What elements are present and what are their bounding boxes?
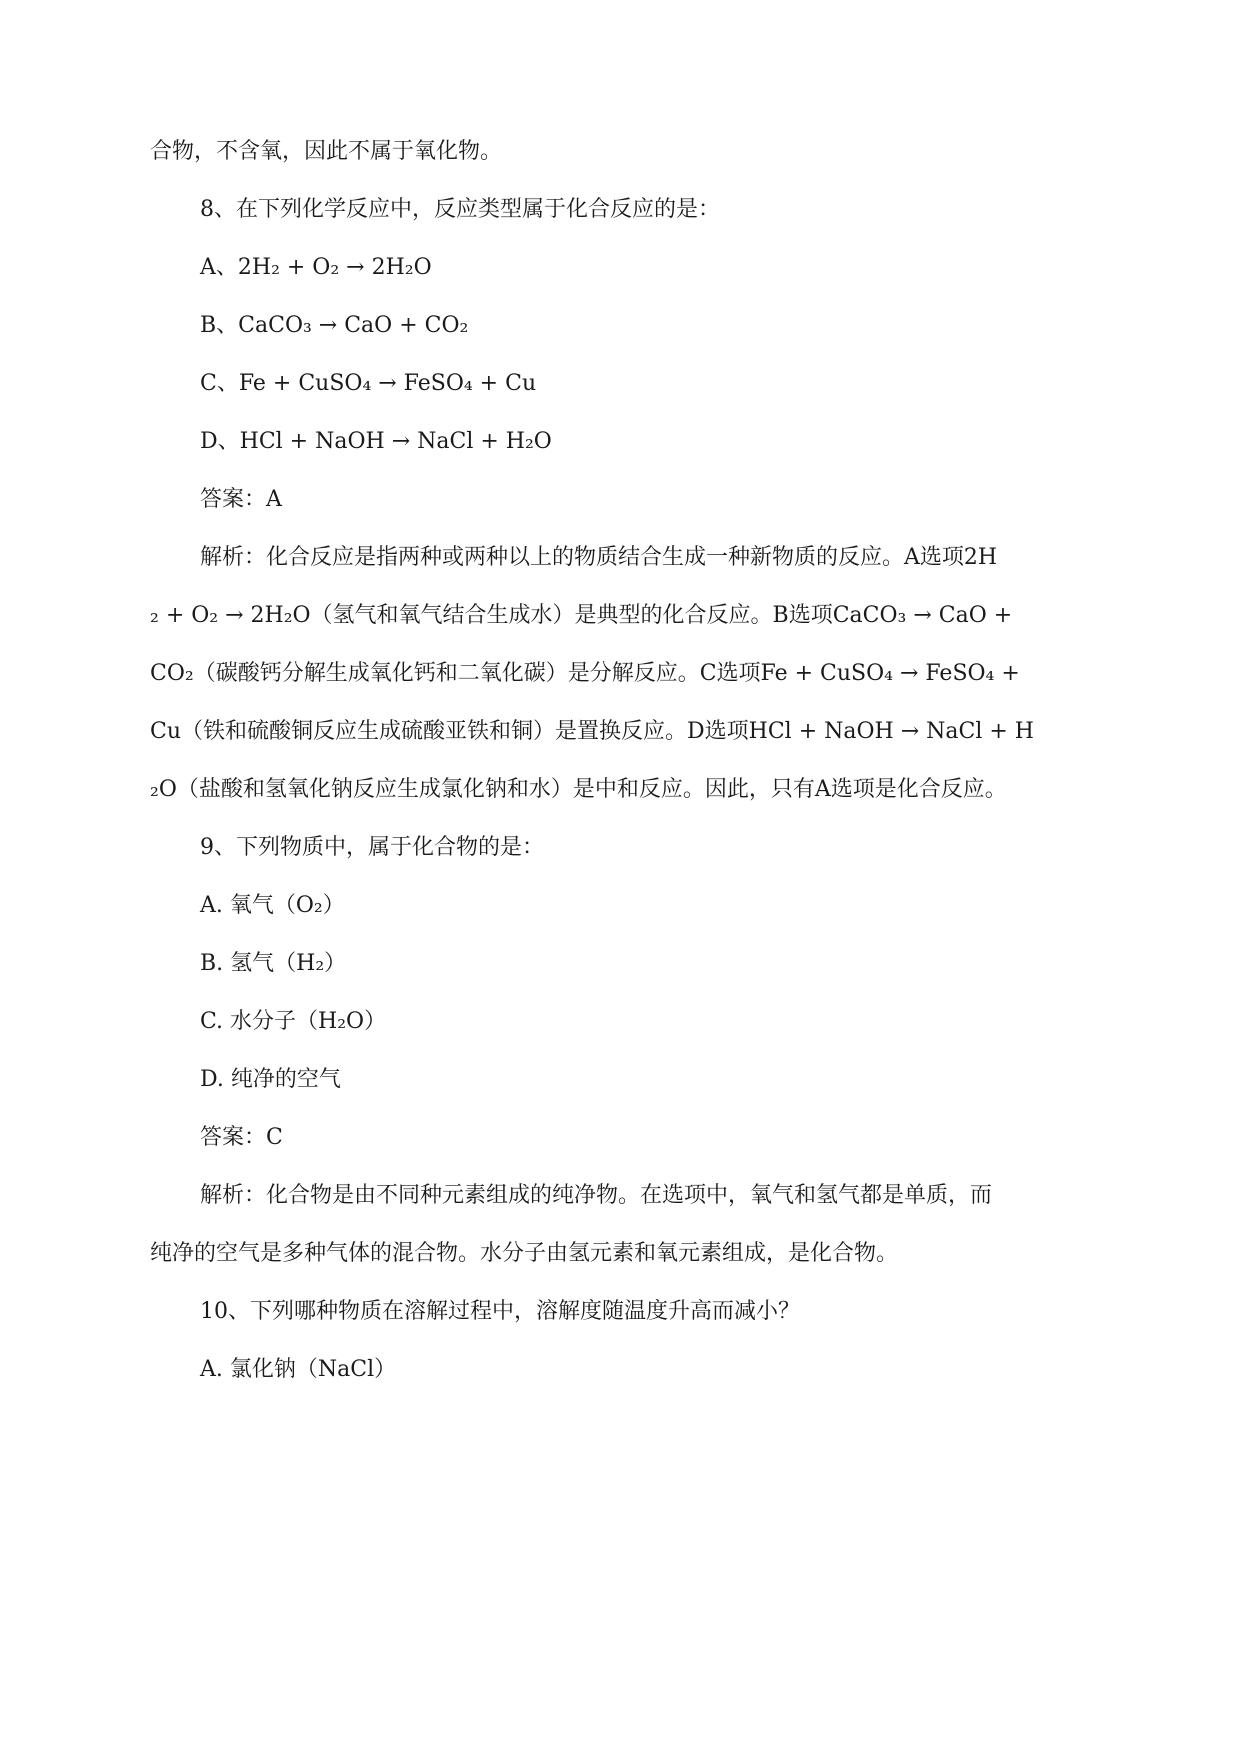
question-8-option-d: D、HCl + NaOH → NaCl + H₂O: [200, 429, 552, 454]
question-9-explanation-line: 纯净的空气是多种气体的混合物。水分子由氢元素和氧元素组成，是化合物。: [150, 1241, 899, 1266]
question-8-answer: 答案：A: [200, 487, 282, 512]
question-9-option-d: D. 纯净的空气: [200, 1067, 341, 1092]
question-9-explanation-line: 解析：化合物是由不同种元素组成的纯净物。在选项中，氧气和氢气都是单质，而: [200, 1183, 993, 1208]
question-9-answer: 答案：C: [200, 1125, 283, 1150]
question-8-option-b: B、CaCO₃ → CaO + CO₂: [200, 313, 469, 338]
question-8-option-a: A、2H₂ + O₂ → 2H₂O: [200, 255, 432, 280]
question-10-option-a: A. 氯化钠（NaCl）: [200, 1357, 397, 1382]
question-9-option-a: A. 氧气（O₂）: [200, 893, 345, 918]
question-9-stem: 9、下列物质中，属于化合物的是：: [200, 835, 544, 860]
paragraph-line: 合物，不含氧，因此不属于氧化物。: [150, 139, 503, 164]
question-8-explanation-line: Cu（铁和硫酸铜反应生成硫酸亚铁和铜）是置换反应。D选项HCl + NaOH → NaCl + H: [150, 719, 1034, 744]
question-8-stem: 8、在下列化学反应中，反应类型属于化合反应的是：: [200, 197, 720, 222]
question-8-explanation-line: CO₂（碳酸钙分解生成氧化钙和二氧化碳）是分解反应。C选项Fe + CuSO₄ → FeSO₄ +: [150, 661, 1020, 686]
question-9-option-b: B. 氢气（H₂）: [200, 951, 347, 976]
question-8-explanation-line: 解析：化合反应是指两种或两种以上的物质结合生成一种新物质的反应。A选项2H: [200, 545, 998, 570]
question-8-explanation-line: ₂ + O₂ → 2H₂O（氢气和氧气结合生成水）是典型的化合反应。B选项CaCO₃ → CaO +: [150, 603, 1013, 628]
question-8-explanation-line: ₂O（盐酸和氢氧化钠反应生成氯化钠和水）是中和反应。因此，只有A选项是化合反应。: [150, 777, 1007, 802]
question-10-stem: 10、下列哪种物质在溶解过程中，溶解度随温度升高而减小？: [200, 1299, 800, 1324]
question-9-option-c: C. 水分子（H₂O）: [200, 1009, 387, 1034]
question-8-option-c: C、Fe + CuSO₄ → FeSO₄ + Cu: [200, 371, 537, 396]
